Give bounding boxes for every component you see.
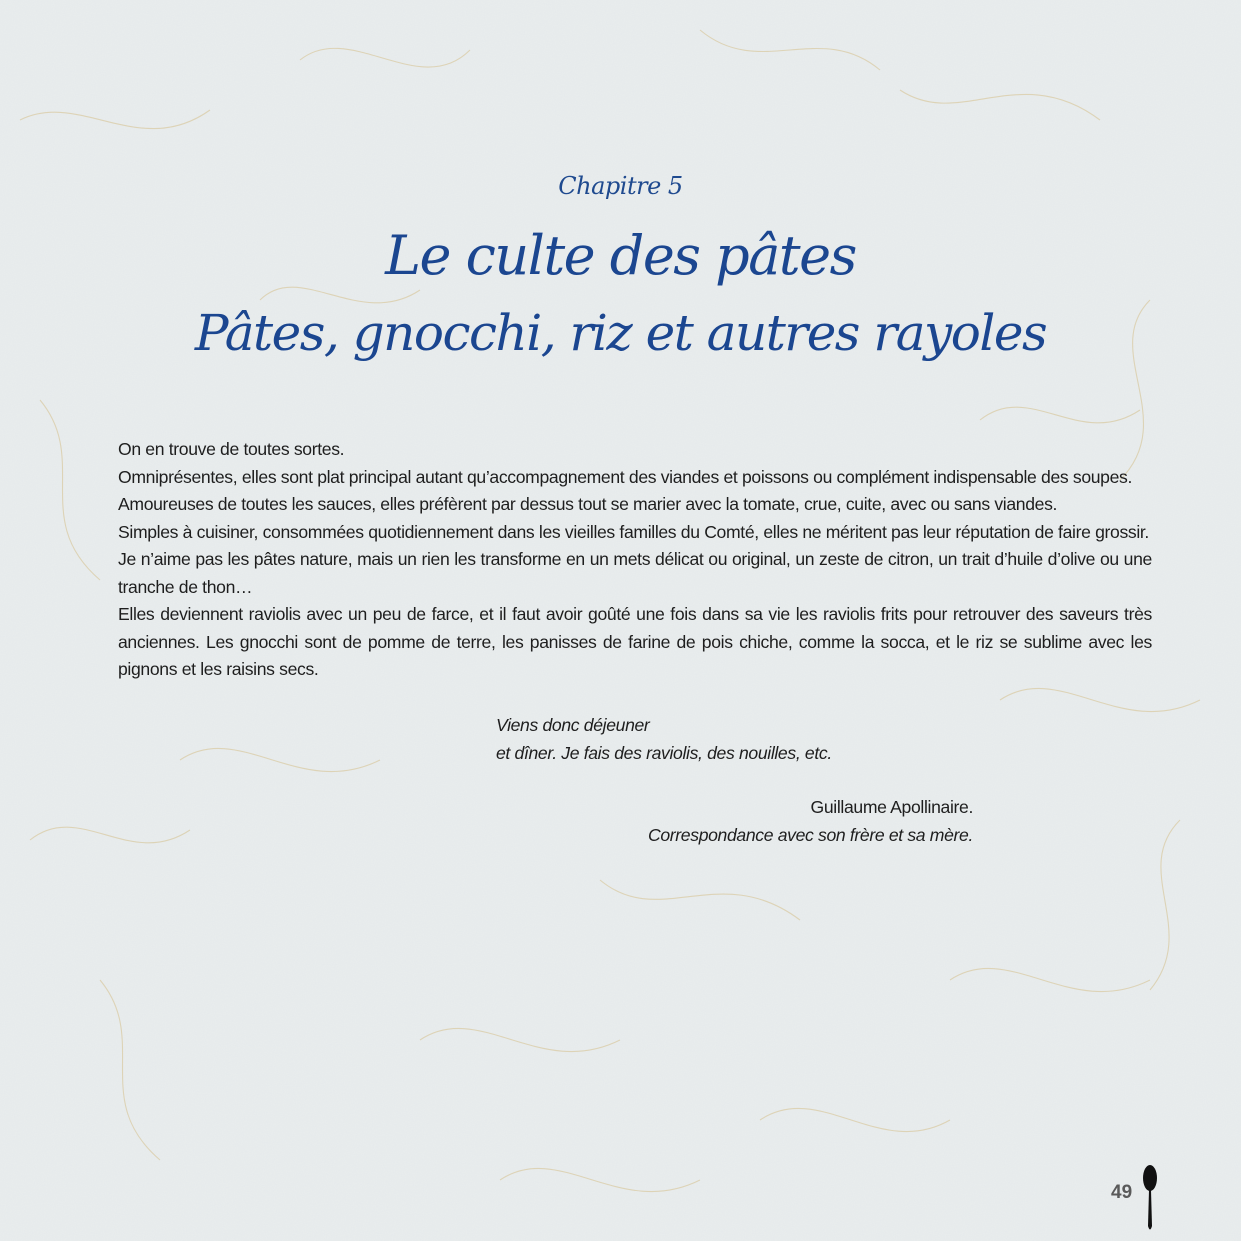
body-paragraph: On en trouve de toutes sortes.	[118, 439, 345, 459]
spoon-icon	[1139, 1164, 1161, 1234]
page-number: 49	[1111, 1182, 1133, 1203]
epigraph-quote	[496, 712, 832, 767]
body-text	[118, 436, 1152, 684]
attribution-author: Guillaume Apollinaire.	[810, 797, 973, 817]
body-paragraph: Omniprésentes, elles sont plat principal autant qu’accompagnement des viandes et poissons ou complément indispensable des soupes.	[118, 466, 1133, 487]
chapter-subtitle: Pâtes, gnocchi, riz et autres rayoles	[194, 304, 1047, 362]
body-paragraph: Simples à cuisiner, consommées quotidiennement dans les vieilles familles du Comté, elles ne méritent pas leur réputation de faire grossir.	[118, 521, 1149, 542]
chapter-label: Chapitre 5	[558, 172, 683, 200]
body-paragraph: Je n’aime pas les pâtes nature, mais un rien les transforme en un mets délicat ou original, un zeste de citron, un trait d’huile d’olive ou une tranche de thon…	[118, 549, 1152, 597]
chapter-title: Le culte des pâtes	[385, 224, 856, 287]
quote-line: Viens donc déjeuner	[496, 715, 650, 735]
quote-line: et dîner. Je fais des raviolis, des nouilles, etc.	[496, 742, 832, 763]
attribution-source: Correspondance avec son frère et sa mère.	[648, 824, 973, 845]
body-paragraph: Elles deviennent raviolis avec un peu de farce, et il faut avoir goûté une fois dans sa vie les raviolis frits pour retrouver des saveurs très anciennes. Les gnocchi sont de pomme de terre, les panisses de farine de pois chiche, comme la socca, et le riz se sublime avec les pignons et les raisins secs.	[118, 604, 1152, 679]
quote-attribution	[648, 794, 973, 849]
body-paragraph: Amoureuses de toutes les sauces, elles préfèrent par dessus tout se marier avec la tomate, crue, cuite, avec ou sans viandes.	[118, 494, 1058, 514]
